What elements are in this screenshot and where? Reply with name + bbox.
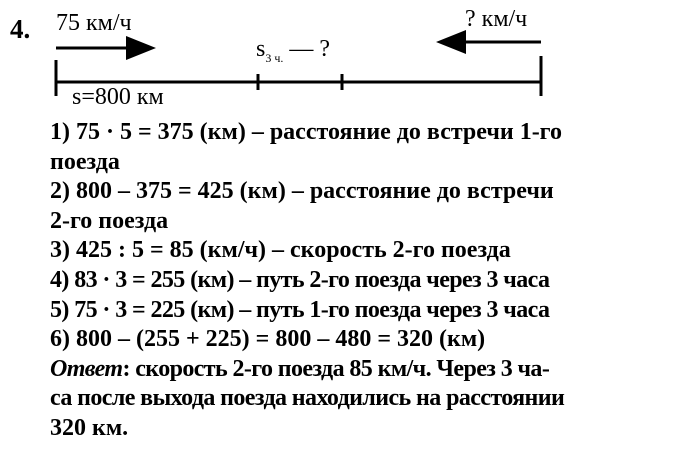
solution-step: 3) 425 : 5 = 85 (км/ч) – скорость 2-го поезда [50, 237, 511, 264]
segment-label [256, 36, 330, 66]
solution-step: поезда [50, 148, 120, 175]
solution-step: 2) 800 – 375 = 425 (км) – расстояние до встречи [50, 178, 554, 205]
answer-line: 320 км. [50, 414, 129, 441]
answer-text: : скорость 2-го поезда 85 км/ч. Через 3 ча- [122, 355, 550, 382]
answer-label: Ответ [50, 355, 123, 382]
solution-step: 6) 800 – (255 + 225) = 800 – 480 = 320 (км) [50, 326, 486, 353]
segment-label-main: s [256, 36, 266, 62]
solution-step: 2-го поезда [50, 207, 169, 234]
problem-number: 4. [10, 14, 31, 44]
segment-label-sub: 3 ч. [265, 50, 284, 65]
solution-step: 1) 75 · 5 = 375 (км) – расстояние до встречи 1-го [50, 119, 562, 145]
right-speed-label: ? км/ч [465, 6, 528, 32]
solution-step: 5) 75 · 3 = 225 (км) – путь 1-го поезда через 3 часа [50, 296, 550, 323]
solution-block [50, 118, 690, 444]
left-speed-label: 75 км/ч [56, 10, 132, 36]
answer-line [50, 355, 690, 385]
right-arrow-icon [126, 36, 156, 60]
segment-label-rest: — ? [283, 36, 331, 62]
distance-label: s=800 км [72, 84, 164, 110]
left-arrow-icon [436, 30, 466, 54]
solution-step: 4) 83 · 3 = 255 (км) – путь 2-го поезда через 3 часа [50, 266, 550, 293]
answer-line: са после выхода поезда находились на расстоянии [50, 385, 565, 412]
